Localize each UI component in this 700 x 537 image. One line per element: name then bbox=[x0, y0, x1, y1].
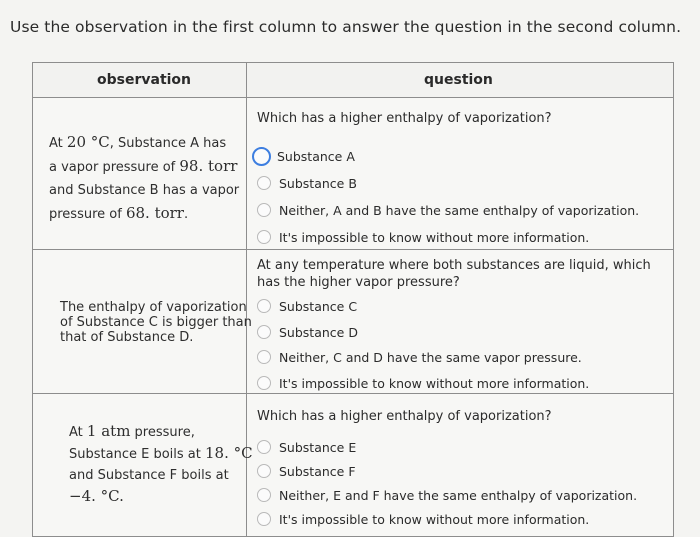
radio-button[interactable] bbox=[257, 299, 271, 313]
instruction-text: Use the observation in the first column to answer the question in the second column. bbox=[10, 18, 682, 36]
radio-button[interactable] bbox=[257, 176, 271, 190]
option-substance-b[interactable]: Substance B bbox=[257, 174, 357, 192]
option-substance-e[interactable]: Substance E bbox=[257, 438, 356, 456]
question-row-3: Which has a higher enthalpy of vaporization? bbox=[257, 409, 552, 424]
radio-button[interactable] bbox=[257, 488, 271, 502]
row-divider-2 bbox=[33, 393, 673, 394]
option-substance-a[interactable]: Substance A bbox=[257, 147, 355, 165]
question-table bbox=[32, 62, 674, 537]
observation-column-header: observation bbox=[97, 72, 192, 88]
question-row-1: Which has a higher enthalpy of vaporization? bbox=[257, 111, 552, 126]
row-divider-1 bbox=[33, 249, 673, 250]
observation-row-3: At 1 atm pressure, Substance E boils at 18. °C and Substance F boils at −4. °C. bbox=[69, 422, 253, 505]
question-row-2: At any temperature where both substances are liquid, which has the higher vapor pressure? bbox=[257, 258, 651, 290]
question-column-header: question bbox=[424, 72, 493, 88]
radio-button-selected[interactable] bbox=[252, 147, 271, 166]
option-impossible-1[interactable]: It's impossible to know without more information. bbox=[257, 228, 589, 246]
observation-row-1: At 20 °C, Substance A has a vapor pressure of 98. torr and Substance B has a vapor pressure of 68. torr. bbox=[49, 133, 240, 222]
option-substance-c[interactable]: Substance C bbox=[257, 297, 357, 315]
option-substance-f[interactable]: Substance F bbox=[257, 462, 356, 480]
option-neither-cd[interactable]: Neither, C and D have the same vapor pressure. bbox=[257, 348, 582, 366]
radio-button[interactable] bbox=[257, 325, 271, 339]
option-substance-d[interactable]: Substance D bbox=[257, 323, 358, 341]
option-neither-ef[interactable]: Neither, E and F have the same enthalpy of vaporization. bbox=[257, 486, 637, 504]
radio-button[interactable] bbox=[257, 464, 271, 478]
option-neither-ab[interactable]: Neither, A and B have the same enthalpy of vaporization. bbox=[257, 201, 639, 219]
table-header-row bbox=[33, 63, 673, 98]
radio-button[interactable] bbox=[257, 203, 271, 217]
option-impossible-2[interactable]: It's impossible to know without more information. bbox=[257, 374, 589, 392]
radio-button[interactable] bbox=[257, 440, 271, 454]
observation-row-2: The enthalpy of vaporization of Substance C is bigger than that of Substance D. bbox=[60, 300, 252, 345]
radio-button[interactable] bbox=[257, 230, 271, 244]
radio-button[interactable] bbox=[257, 376, 271, 390]
radio-button[interactable] bbox=[257, 350, 271, 364]
radio-button[interactable] bbox=[257, 512, 271, 526]
option-impossible-3[interactable]: It's impossible to know without more information. bbox=[257, 510, 589, 528]
